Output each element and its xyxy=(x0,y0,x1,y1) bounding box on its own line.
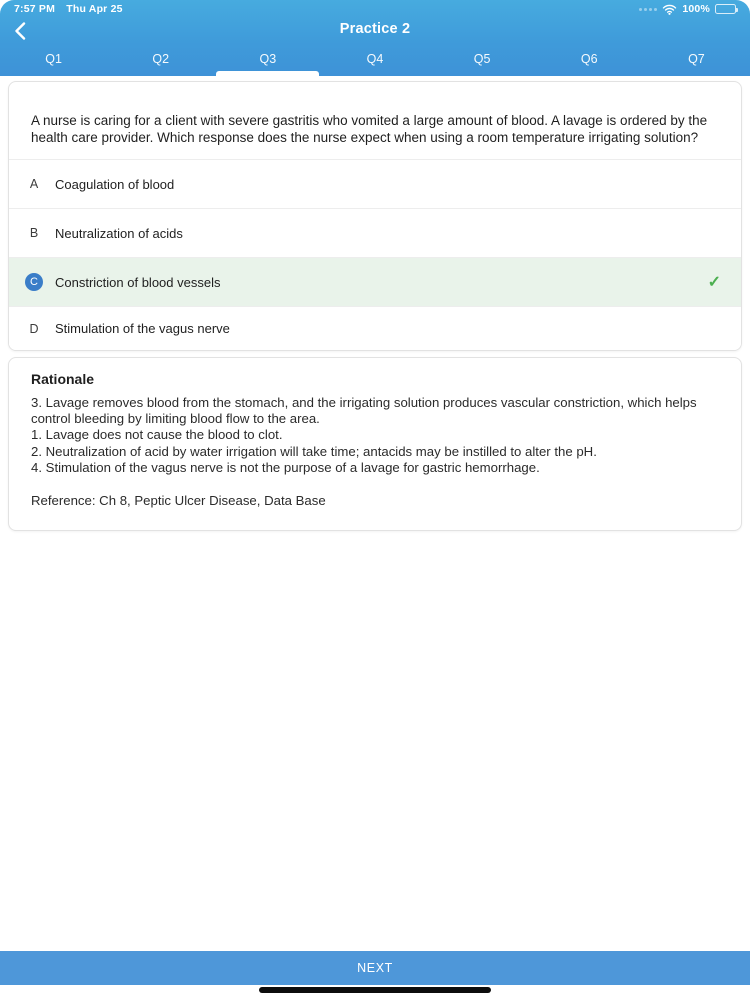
option-text: Stimulation of the vagus nerve xyxy=(55,321,230,336)
tab-label: Q4 xyxy=(366,52,384,66)
rationale-card xyxy=(8,357,742,531)
tab-label: Q3 xyxy=(259,52,277,66)
tab-label: Q1 xyxy=(45,52,62,66)
option-letter: D xyxy=(29,321,39,336)
tab-q6[interactable] xyxy=(536,46,643,76)
tab-label: Q5 xyxy=(473,52,491,66)
status-right xyxy=(639,3,736,15)
option-letter: A xyxy=(29,177,39,191)
wifi-icon xyxy=(662,4,677,15)
tab-label: Q2 xyxy=(152,52,170,66)
battery-percent: 100% xyxy=(682,3,710,15)
rationale-line: 2. Neutralization of acid by water irrigation will take time; antacids may be instilled to alter the pH. xyxy=(31,443,597,459)
rationale-line: 1. Lavage does not cause the blood to clot. xyxy=(31,427,283,443)
status-left xyxy=(14,3,131,15)
page-title: Practice 2 xyxy=(339,21,411,37)
tab-q2[interactable] xyxy=(107,46,214,76)
option-text: Neutralization of acids xyxy=(55,225,183,241)
option-text: Coagulation of blood xyxy=(55,176,175,192)
rationale-line: 4. Stimulation of the vagus nerve is not the purpose of a lavage for gastric hemorrhage. xyxy=(31,459,540,475)
tab-q1[interactable] xyxy=(0,46,107,76)
option-b[interactable] xyxy=(9,208,741,257)
cellular-signal-icon xyxy=(639,8,657,11)
tab-label: Q7 xyxy=(688,52,705,66)
tab-label: Q6 xyxy=(580,52,598,66)
option-a[interactable] xyxy=(9,159,741,208)
rationale-line: 3. Lavage removes blood from the stomach, and the irrigating solution produces vascular constriction, which helps control bleeding by limiting blood flow to the area. xyxy=(31,395,697,427)
question-tab-bar xyxy=(0,46,750,76)
status-date: Thu Apr 25 xyxy=(66,3,123,15)
tab-q4[interactable] xyxy=(321,46,428,76)
option-d[interactable] xyxy=(9,306,741,350)
option-text: Constriction of blood vessels xyxy=(55,274,221,290)
nav-bar xyxy=(0,17,750,45)
option-letter: B xyxy=(29,226,39,240)
tab-q5[interactable] xyxy=(429,46,536,76)
status-time: 7:57 PM xyxy=(14,3,56,15)
rationale-reference: Reference: Ch 8, Peptic Ulcer Disease, Data Base xyxy=(31,493,326,509)
correct-check-icon: ✓ xyxy=(707,274,721,291)
rationale-title: Rationale xyxy=(31,371,95,387)
app-header xyxy=(0,0,750,76)
option-c-selected-correct[interactable] xyxy=(9,257,741,306)
option-letter-badge: C xyxy=(25,273,43,291)
question-text: A nurse is caring for a client with severe gastritis who vomited a large amount of blood. A lavage is ordered by the health care provider. Which response does the nurse expect when using a room temperature irrigating solution? xyxy=(31,113,708,145)
question-card xyxy=(8,81,742,351)
main-content xyxy=(0,76,750,531)
tab-q7[interactable] xyxy=(643,46,750,76)
battery-icon xyxy=(715,4,736,14)
next-button[interactable]: NEXT xyxy=(0,951,750,985)
status-bar xyxy=(0,0,750,15)
home-indicator-bar[interactable] xyxy=(259,987,491,993)
tab-q3[interactable] xyxy=(214,46,321,76)
